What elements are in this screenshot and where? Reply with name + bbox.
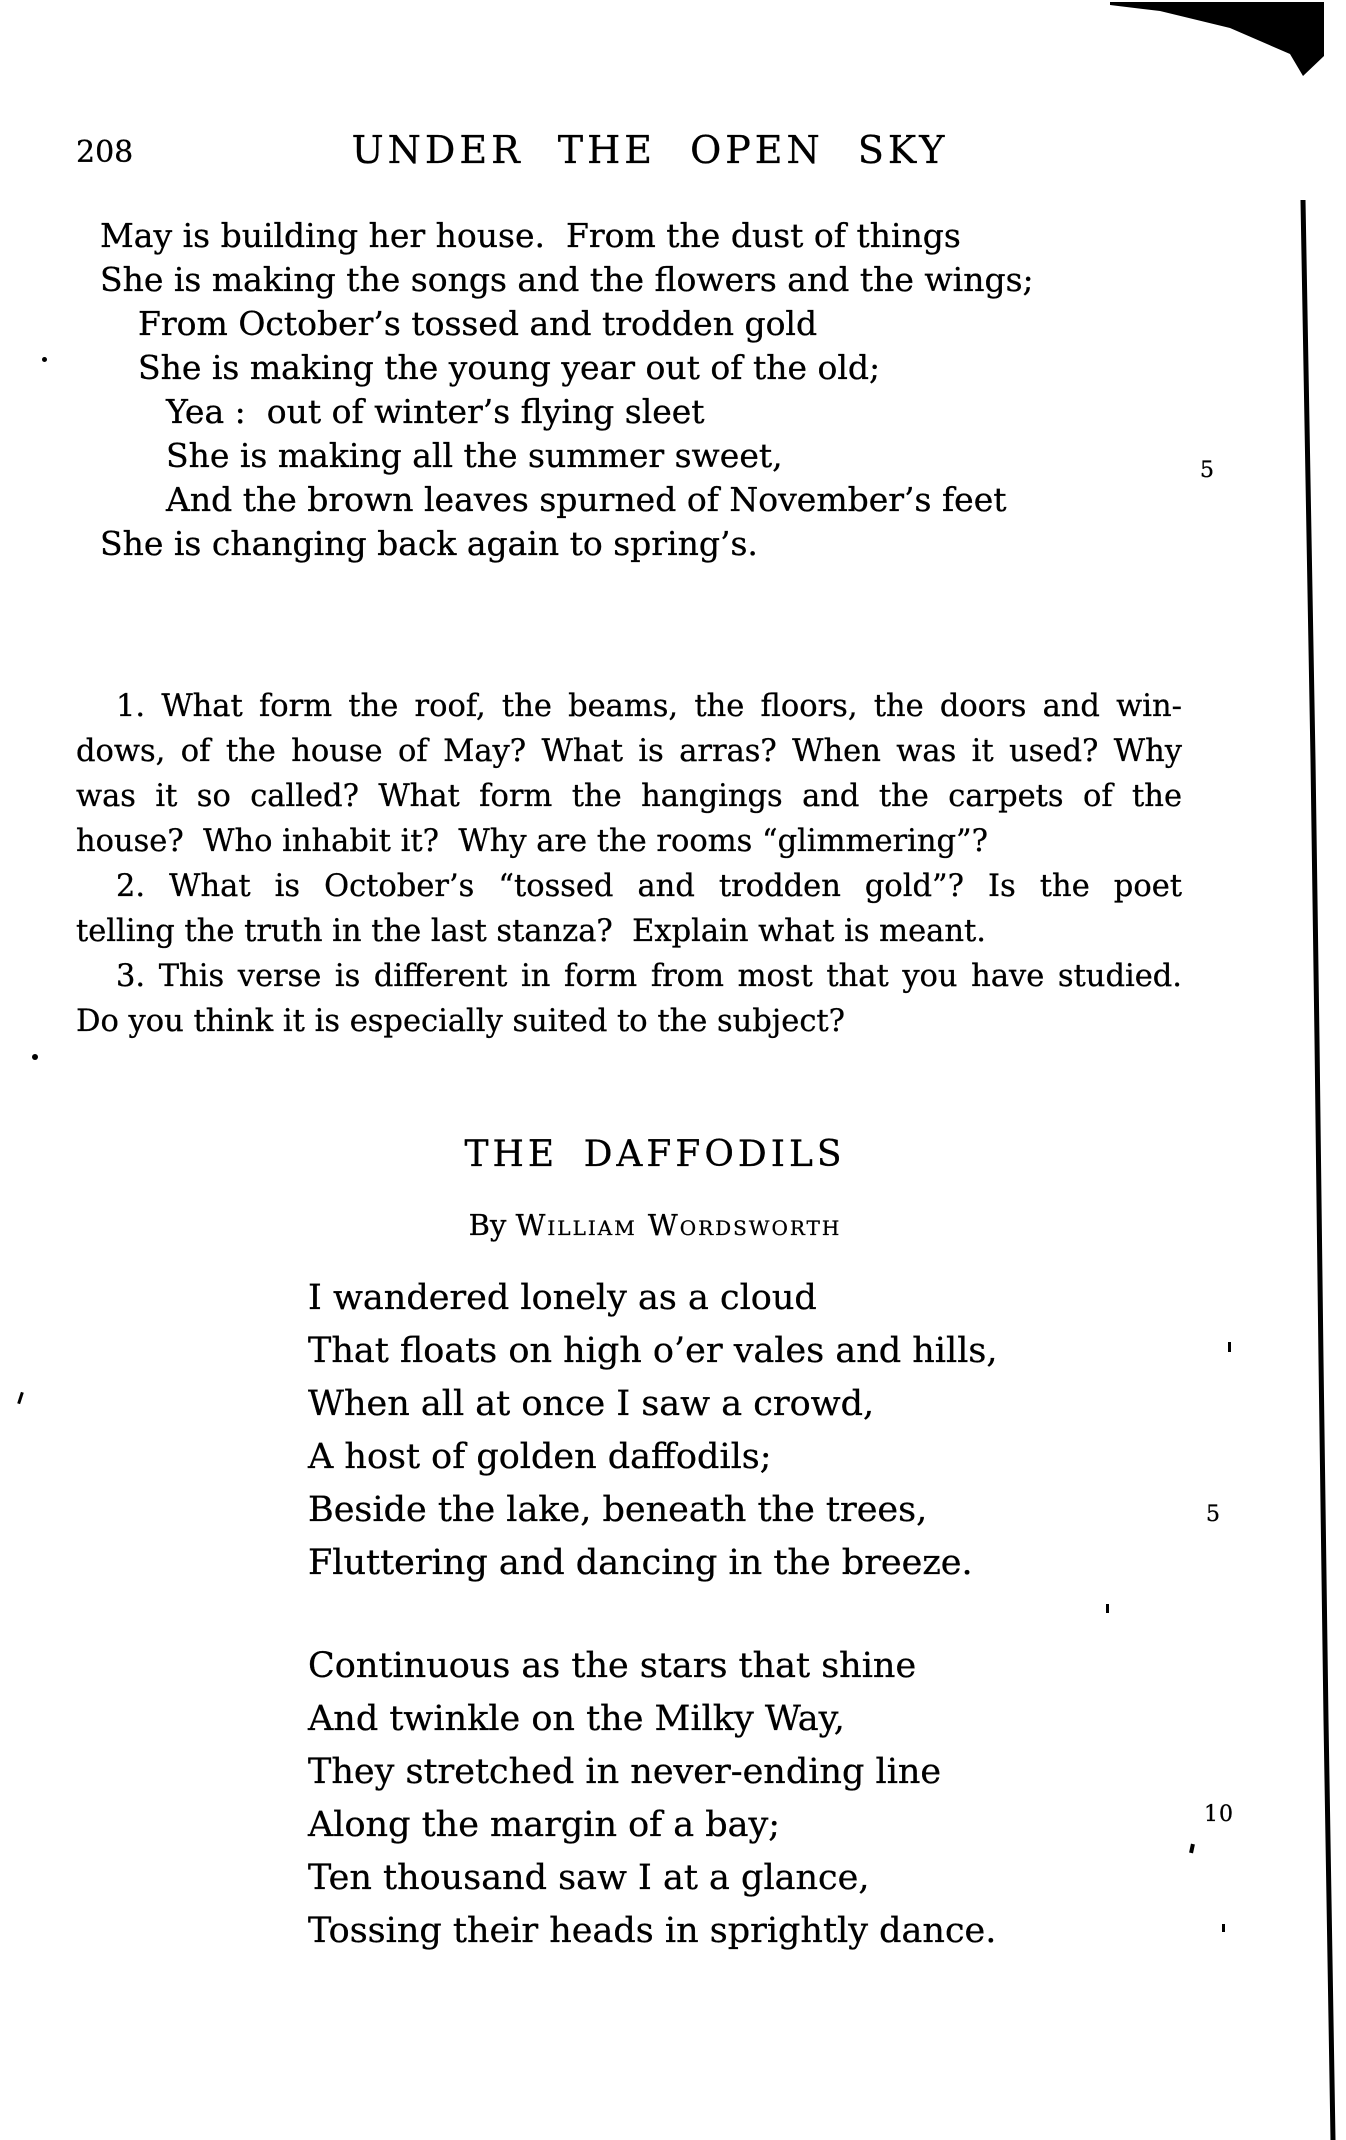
question-line: 2. What is October’s “tossed and trodden gold”? Is the poet xyxy=(116,869,1182,904)
poem-line: They stretched in never-ending line xyxy=(308,1752,942,1792)
line-number-marker: 10 xyxy=(1204,1802,1234,1827)
poem-line: She is making the songs and the flowers and the wings; xyxy=(100,260,1034,299)
scan-speck xyxy=(1228,1342,1231,1352)
question-line: was it so called? What form the hangings and the carpets of the xyxy=(76,779,1182,814)
question-line: Do you think it is especially suited to the subject? xyxy=(76,1004,846,1039)
poem-line: Yea : out of winter’s flying sleet xyxy=(166,392,705,431)
may-poem xyxy=(100,214,1034,566)
poem-line: She is changing back again to spring’s. xyxy=(100,524,758,563)
stanza xyxy=(308,1640,997,1958)
scan-speck xyxy=(32,1054,38,1060)
poem-line: She is making all the summer sweet, xyxy=(166,436,783,475)
poem-line: A host of golden daffodils; xyxy=(308,1437,772,1477)
question-line: house? Who inhabit it? Why are the rooms “glimmering”? xyxy=(76,824,988,859)
poem-line: She is making the young year out of the old; xyxy=(138,348,881,387)
page-number: 208 xyxy=(76,135,134,170)
scan-speck xyxy=(1222,1924,1225,1932)
study-questions xyxy=(76,684,1182,1044)
stanza xyxy=(308,1272,997,1590)
poem-line: Tossing their heads in sprightly dance. xyxy=(308,1911,997,1951)
poem-line: That floats on high o’er vales and hills, xyxy=(308,1331,998,1371)
question-line: telling the truth in the last stanza? Explain what is meant. xyxy=(76,914,986,949)
corner-shadow xyxy=(1110,2,1324,76)
poem-line: May is building her house. From the dust of things xyxy=(100,216,961,255)
scan-speck xyxy=(42,357,47,362)
poem-line: Beside the lake, beneath the trees, xyxy=(308,1490,928,1530)
line-number-marker: 5 xyxy=(1206,1502,1221,1527)
question-line: dows, of the house of May? What is arras? When was it used? Why xyxy=(76,734,1182,769)
poem-line: Continuous as the stars that shine xyxy=(308,1646,917,1686)
poem-line: Along the margin of a bay; xyxy=(308,1805,781,1845)
poem-line: And twinkle on the Milky Way, xyxy=(308,1699,845,1739)
question-line: 3. This verse is different in form from most that you have studied. xyxy=(116,959,1182,994)
line-number-marker: 5 xyxy=(1200,458,1215,483)
poem-line: When all at once I saw a crowd, xyxy=(308,1384,875,1424)
poem-line: Ten thousand saw I at a glance, xyxy=(308,1858,870,1898)
scan-speck xyxy=(1106,1604,1109,1613)
question-line: 1. What form the roof, the beams, the floors, the doors and win- xyxy=(116,689,1182,724)
running-header-title: UNDER THE OPEN SKY xyxy=(351,128,949,172)
poem-line: From October’s tossed and trodden gold xyxy=(138,304,818,343)
poem-line: Fluttering and dancing in the breeze. xyxy=(308,1543,973,1583)
byline-prefix: By xyxy=(468,1208,507,1242)
daffodils-poem xyxy=(308,1272,997,1958)
poem-line: I wandered lonely as a cloud xyxy=(308,1278,817,1318)
poem-line: And the brown leaves spurned of November’s feet xyxy=(166,480,1007,519)
poem-byline xyxy=(0,1208,1310,1242)
poem-title: THE DAFFODILS xyxy=(464,1134,846,1175)
byline-author: William Wordsworth xyxy=(515,1208,842,1242)
